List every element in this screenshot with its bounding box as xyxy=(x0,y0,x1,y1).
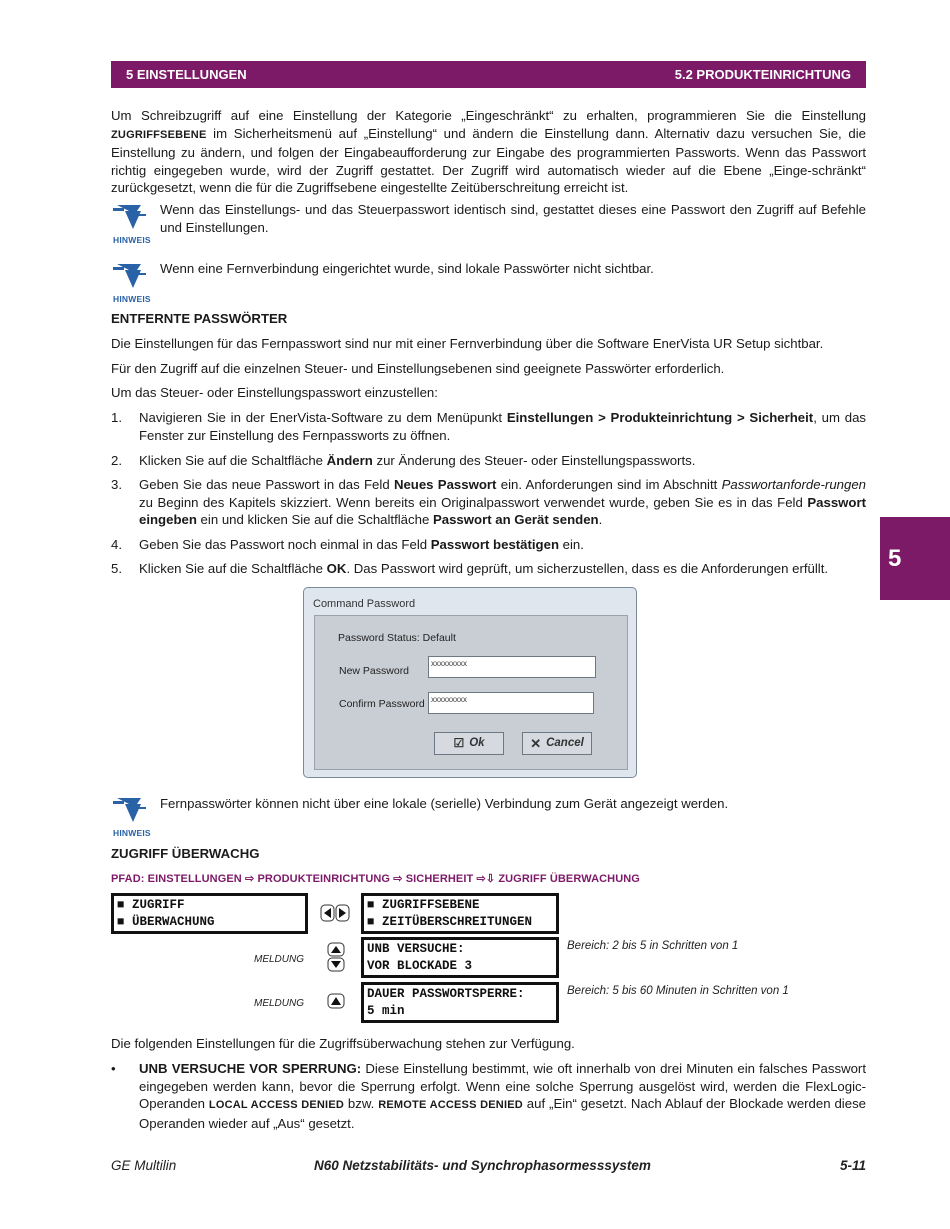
page-number: 5-11 xyxy=(840,1158,867,1173)
paragraph: Um das Steuer- oder Einstellungspasswort einzustellen: xyxy=(111,385,438,400)
ok-button-label: Ok xyxy=(469,736,485,749)
list-item: 4. Geben Sie das Passwort noch einmal in das Feld Passwort bestätigen ein. xyxy=(111,537,584,552)
chapter-tab: 5 xyxy=(880,517,950,600)
dialog-title: Command Password xyxy=(313,598,416,610)
range-text: Bereich: 2 bis 5 in Schritten von 1 xyxy=(567,940,739,952)
note-text-3: Fernpasswörter können nicht über eine lokale (serielle) Verbindung zum Gerät angezeigt werden. xyxy=(160,796,729,811)
paragraph: Für den Zugriff auf die einzelnen Steuer- und Einstellungsebenen sind geeignete Passwörter erforderlich. xyxy=(111,361,725,376)
header-section: 5.2 PRODUKTEINRICHTUNG xyxy=(674,66,851,82)
check-icon: ☑ xyxy=(453,735,465,750)
up-down-keys-icon xyxy=(327,942,345,972)
dialog-body xyxy=(314,615,628,770)
new-password-field[interactable]: xxxxxxxxx xyxy=(428,656,596,678)
page-header xyxy=(111,61,866,88)
cancel-button[interactable] xyxy=(522,732,592,755)
list-item: 3. Geben Sie das neue Passwort in das Feld Neues Passwort ein. Anforderungen sind im Abschnitt Passwortanforde-rungen zu Beginn des Kapitels skizziert. Wenn bereits ein Originalpasswort verwendet wurde, geben Sie es in das Feld Passwort eingeben ein und klicken Sie auf die Schaltfläche Passwort an Gerät senden. xyxy=(111,477,866,527)
message-label: MELDUNG xyxy=(254,954,305,965)
confirm-password-field[interactable]: xxxxxxxxx xyxy=(428,692,594,714)
lcd-menu-right: ■ ZUGRIFFSEBENE ■ ZEITÜBERSCHREITUNGEN xyxy=(361,893,559,934)
paragraph: Die folgenden Einstellungen für die Zugriffsüberwachung stehen zur Verfügung. xyxy=(111,1036,575,1051)
intro-setting-name: ZUGRIFFSEBENE xyxy=(111,128,207,141)
left-right-keys-icon xyxy=(320,904,350,922)
list-item: 5. Klicken Sie auf die Schaltfläche OK. Das Passwort wird geprüft, um sicherzustellen, dass es die Anforderungen erfüllt. xyxy=(111,561,829,576)
list-item: 2. Klicken Sie auf die Schaltfläche Ändern zur Änderung des Steuer- oder Einstellungspassworts. xyxy=(111,453,696,468)
footer-company: GE Multilin xyxy=(111,1158,177,1173)
note-icon xyxy=(111,796,153,838)
note-label: HINWEIS xyxy=(113,294,151,304)
lcd-menu-left: ■ ZUGRIFF ■ ÜBERWACHUNG xyxy=(111,893,308,934)
paragraph: Die Einstellungen für das Fernpasswort sind nur mit einer Fernverbindung über die Software EnerVista UR Setup sichtbar. xyxy=(111,336,824,351)
note-icon xyxy=(111,262,153,304)
note-label: HINWEIS xyxy=(113,235,151,245)
section-heading-remote-passwords: ENTFERNTE PASSWÖRTER xyxy=(111,311,288,326)
message-label: MELDUNG xyxy=(254,998,305,1009)
arrow-right-icon: ⇨ xyxy=(245,873,255,885)
password-status: Password Status: Default xyxy=(338,632,456,644)
range-text: Bereich: 5 bis 60 Minuten in Schritten von 1 xyxy=(567,985,789,997)
note-text-1: Wenn das Einstellungs- und das Steuerpasswort identisch sind, gestattet dieses eine Passwort den Zugriff auf Befehle und Einstellungen. xyxy=(160,202,866,235)
arrow-right-icon: ⇨ xyxy=(393,873,403,885)
note-label: HINWEIS xyxy=(113,828,151,838)
up-key-icon xyxy=(327,993,345,1009)
intro-text-b: im Sicherheitsmenü auf „Einstellung“ und ändern die Einstellung dann. Alternativ dazu versuchen Sie, die Einstellung zu ändern, und folgen der Eingabeaufforderung zur Eingabe des programmierten Passworts. Wenn das Passwort richtig eingegeben wurde, wird der Zugriff gestattet. Der Zugriff wird automatisch wieder auf die Ebene „Einge-schränkt“ zurückgesetzt, wenn die für die Zugriffsebene eingestellte Zeitüberschreitung erreicht ist. xyxy=(111,125,866,195)
arrow-down-icon: ⇩ xyxy=(485,873,496,885)
section-heading-access-supervision: ZUGRIFF ÜBERWACHG xyxy=(111,846,260,861)
command-password-dialog xyxy=(303,587,637,778)
note-text-2: Wenn eine Fernverbindung eingerichtet wurde, sind lokale Passwörter nicht sichtbar. xyxy=(160,261,654,276)
header-chapter: 5 EINSTELLUNGEN xyxy=(126,66,247,82)
note-icon xyxy=(111,203,153,245)
new-password-label: New Password xyxy=(339,665,410,677)
list-item: 1. Navigieren Sie in der EnerVista-Software zu dem Menüpunkt Einstellungen > Produkteinrichtung > Sicherheit, um das Fenster zur Einstellung des Fernpassworts zu öffnen. xyxy=(111,410,867,443)
menu-path: PFAD: EINSTELLUNGEN ⇨ PRODUKTEINRICHTUNG ⇨ SICHERHEIT ⇨⇩ ZUGRIFF ÜBERWACHUNG xyxy=(111,873,640,885)
confirm-password-label: Confirm Password xyxy=(339,698,425,710)
arrow-right-icon: ⇨ xyxy=(476,873,486,885)
lcd-message-attempts: UNB VERSUCHE: VOR BLOCKADE 3 xyxy=(361,937,559,978)
cancel-button-label: Cancel xyxy=(546,736,584,749)
footer-title: N60 Netzstabilitäts- und Synchrophasormesssystem xyxy=(314,1158,651,1173)
intro-text-a: Um Schreibzugriff auf eine Einstellung der Kategorie „Eingeschränkt“ zu erhalten, programmieren Sie die Einstellung xyxy=(111,108,866,123)
lcd-message-lockout: DAUER PASSWORTSPERRE: 5 min xyxy=(361,982,559,1023)
bullet-item: • UNB VERSUCHE VOR SPERRUNG: Diese Einstellung bestimmt, wie oft innerhalb von drei Minuten ein falsches Passwort eingegeben werden kann, bevor die Sperrung erfolgt. Wenn eine solche Sperrung ausgelöst wird, werden die FlexLogic-Operanden LOCAL ACCESS DENIED bzw. REMOTE ACCESS DENIED auf „Ein“ gesetzt. Nach Ablauf der Blockade werden diese Operanden wieder auf „Aus“ gesetzt. xyxy=(111,1061,867,1131)
close-icon: ✕ xyxy=(530,735,542,751)
ok-button[interactable] xyxy=(434,732,504,755)
intro-paragraph xyxy=(111,107,866,197)
